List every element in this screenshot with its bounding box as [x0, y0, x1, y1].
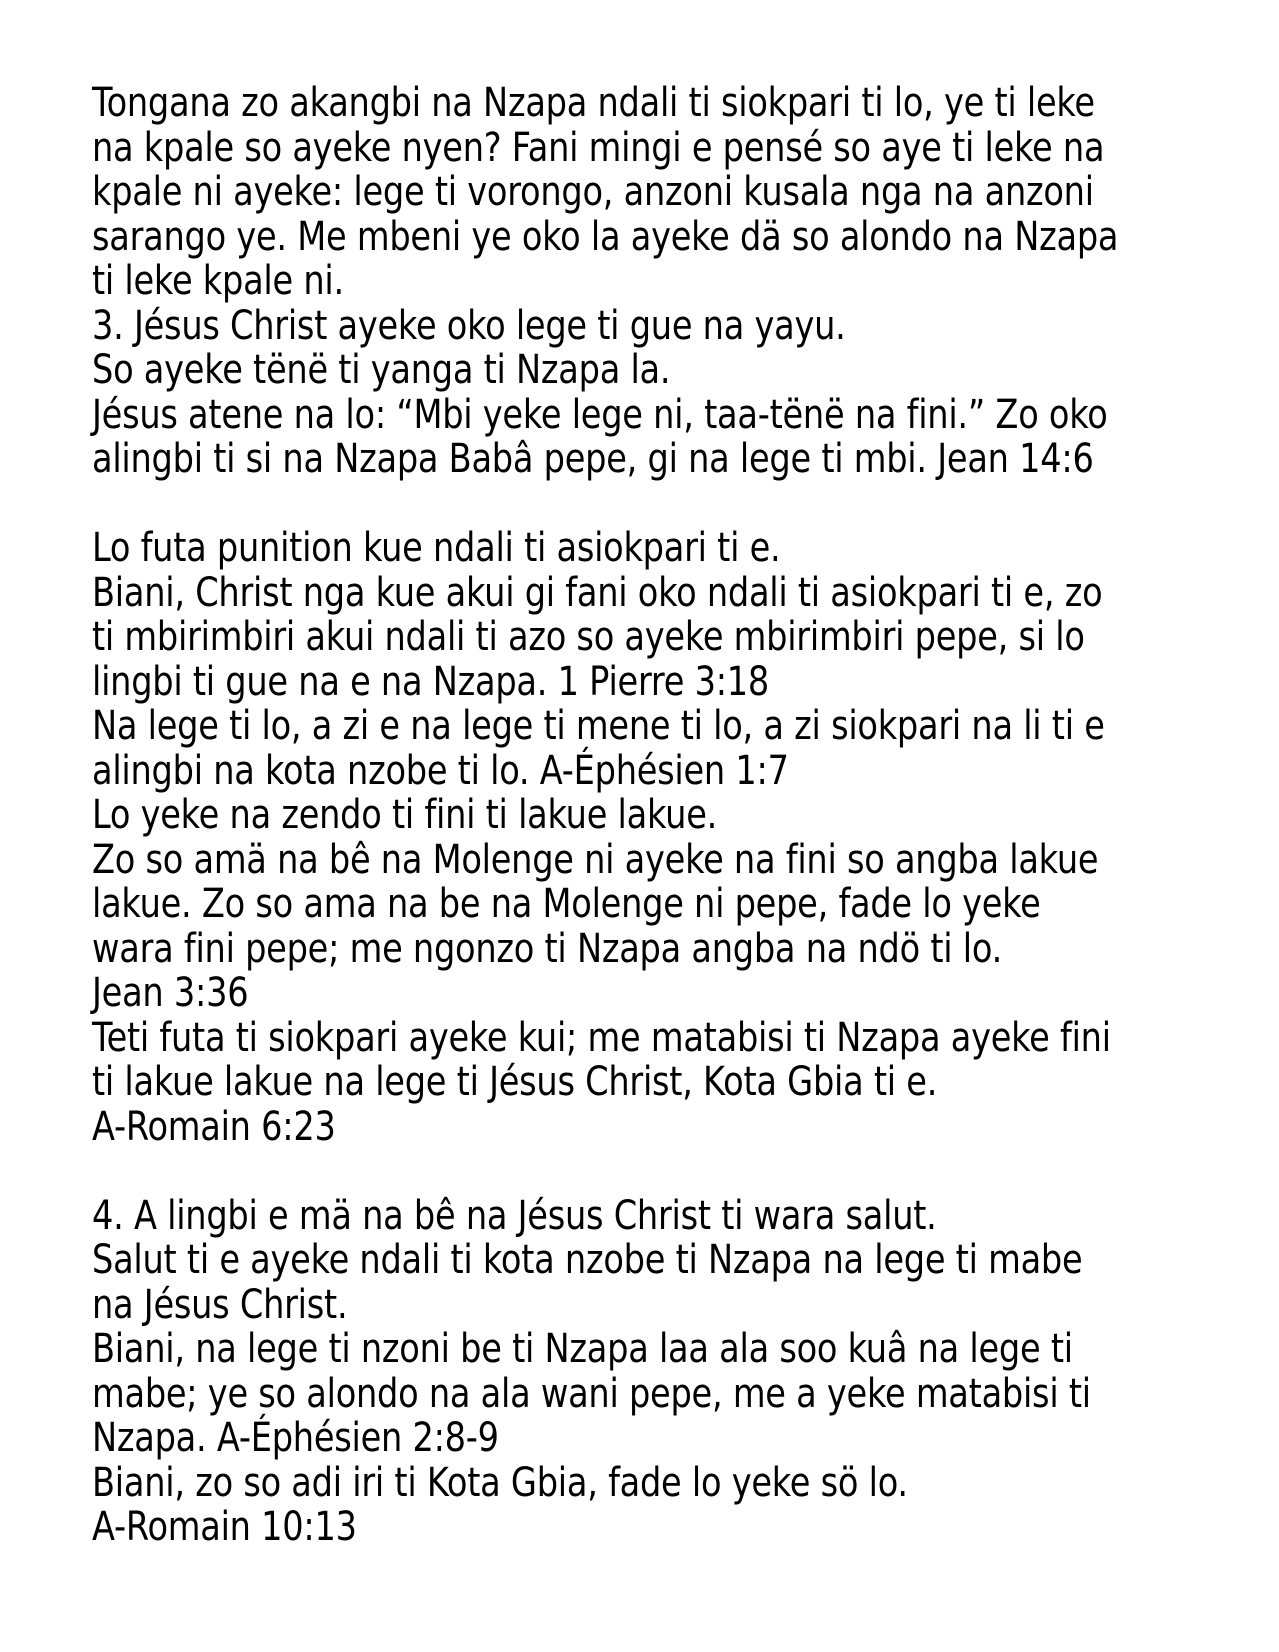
text-line: Jean 3:36 — [92, 970, 249, 1016]
text-line: A-Romain 10:13 — [92, 1504, 357, 1550]
text-line: A-Romain 6:23 — [92, 1103, 336, 1150]
text-line: ti lakue lakue na lege ti Jésus Christ, Kota Gbia ti e. — [92, 1059, 938, 1105]
text-line: ti leke kpale ni. — [92, 258, 344, 304]
text-line: alingbi ti si na Nzapa Babâ pepe, gi na lege ti mbi. Jean 14:6 — [92, 436, 1094, 482]
document-text — [92, 81, 1118, 1550]
text-line: Zo so amä na bê na Molenge ni ayeke na fini so angba lakue — [92, 836, 1099, 883]
text-line: alingbi na kota nzobe ti lo. A-Éphésien 1:7 — [92, 747, 789, 794]
text-line: wara fini pepe; me ngonzo ti Nzapa angba na ndö ti lo. — [92, 925, 1003, 972]
text-line: Biani, Christ nga kue akui gi fani oko ndali ti asiokpari ti e, zo — [92, 569, 1103, 616]
text-line — [92, 482, 1118, 527]
text-line: Lo yeke na zendo ti fini ti lakue lakue. — [92, 792, 718, 838]
text-line: Jésus atene na lo: “Mbi yeke lege ni, taa-tënë na fini.” Zo oko — [92, 391, 1108, 438]
text-line — [92, 1149, 1118, 1194]
text-line: So ayeke tënë ti yanga ti Nzapa la. — [92, 347, 671, 393]
text-line: 3. Jésus Christ ayeke oko lege ti gue na yayu. — [92, 302, 846, 349]
text-line: Na lege ti lo, a zi e na lege ti mene ti lo, a zi siokpari na li ti e — [92, 703, 1105, 749]
text-line: 4. A lingbi e mä na bê na Jésus Christ ti wara salut. — [92, 1192, 937, 1239]
text-line: sarango ye. Me mbeni ye oko la ayeke dä so alondo na Nzapa — [92, 213, 1119, 260]
text-line: mabe; ye so alondo na ala wani pepe, me a yeke matabisi ti — [92, 1370, 1091, 1417]
text-line: Lo futa punition kue ndali ti asiokpari ti e. — [92, 525, 781, 571]
text-line: lakue. Zo so ama na be na Molenge ni pepe, fade lo yeke — [92, 881, 1041, 927]
text-line: lingbi ti gue na e na Nzapa. 1 Pierre 3:18 — [92, 658, 770, 705]
text-line: Salut ti e ayeke ndali ti kota nzobe ti Nzapa na lege ti mabe — [92, 1237, 1083, 1283]
text-line: Biani, zo so adi iri ti Kota Gbia, fade lo yeke sö lo. — [92, 1459, 908, 1506]
text-line: Tongana zo akangbi na Nzapa ndali ti siokpari ti lo, ye ti leke — [92, 80, 1095, 126]
text-line: na Jésus Christ. — [92, 1281, 348, 1328]
text-line: Teti futa ti siokpari ayeke kui; me matabisi ti Nzapa ayeke fini — [92, 1014, 1111, 1061]
text-line: Nzapa. A-Éphésien 2:8-9 — [92, 1415, 499, 1461]
text-line: Biani, na lege ti nzoni be ti Nzapa laa ala soo kuâ na lege ti — [92, 1326, 1073, 1372]
text-line: na kpale so ayeke nyen? Fani mingi e pensé so aye ti leke na — [92, 124, 1105, 171]
text-line: kpale ni ayeke: lege ti vorongo, anzoni kusala nga na anzoni — [92, 169, 1094, 215]
text-line: ti mbirimbiri akui ndali ti azo so ayeke mbirimbiri pepe, si lo — [92, 614, 1085, 660]
